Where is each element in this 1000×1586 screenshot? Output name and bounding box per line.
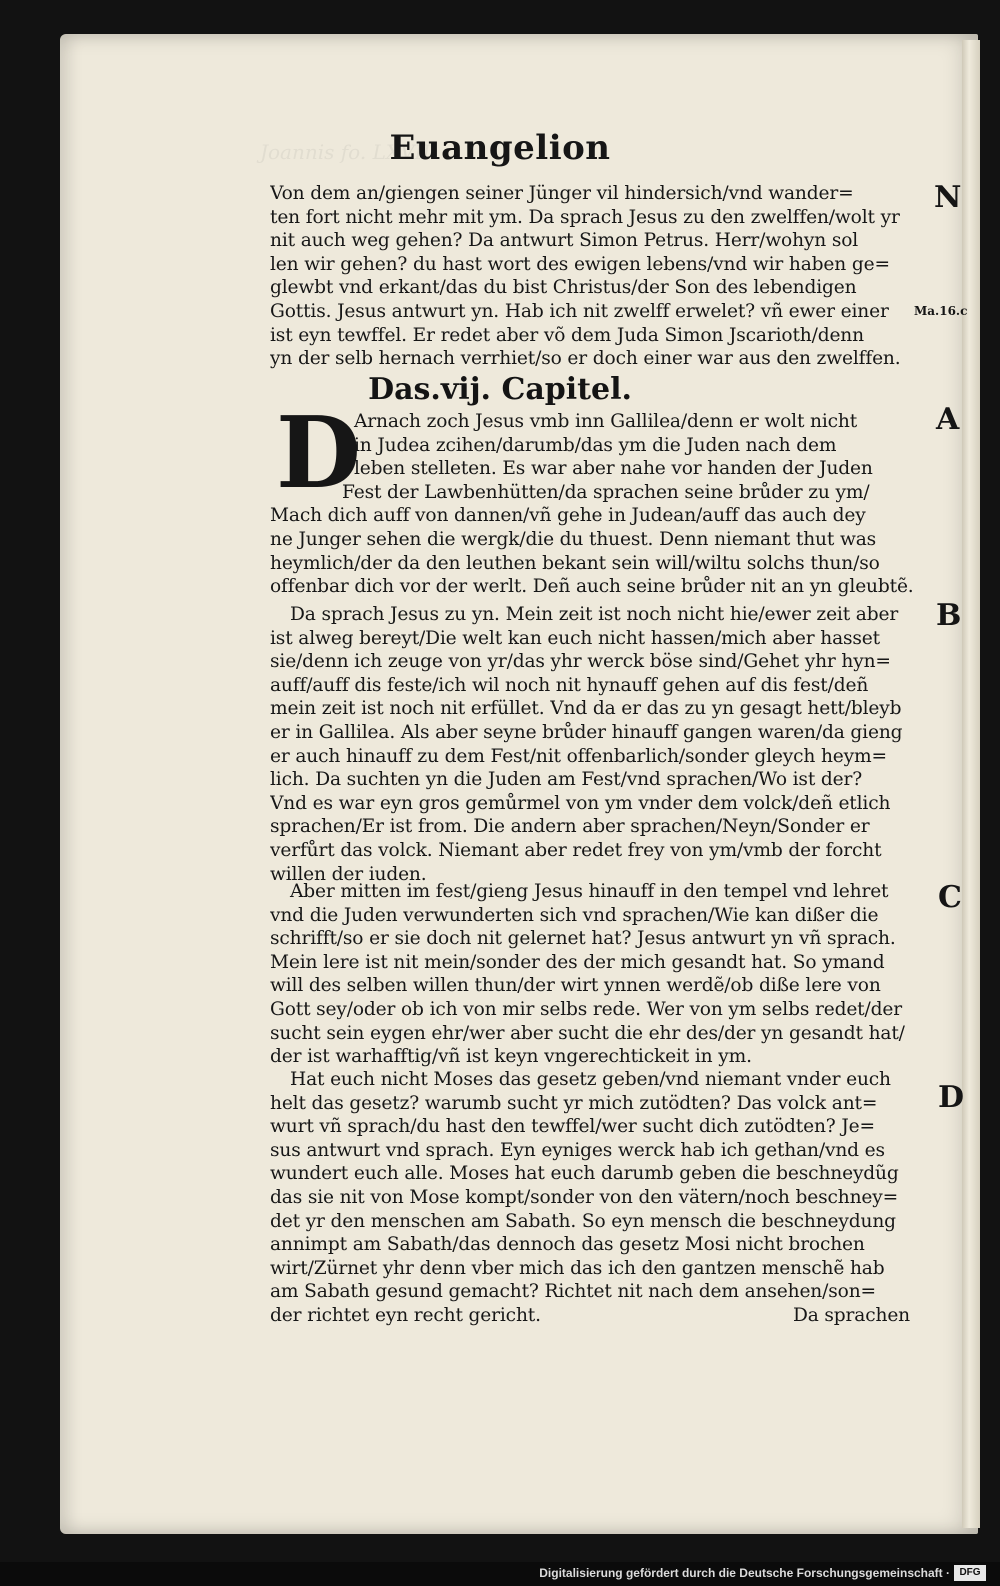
text-line: heymlich/der da den leuthen bekant sein will/wiltu solchs thun/so: [270, 552, 880, 574]
text-line: verfůrt das volck. Niemant aber redet frey von ym/vmb der forcht: [270, 839, 882, 861]
text-line: nit auch weg gehen? Da antwurt Simon Petrus. Herr/wohyn sol: [270, 230, 859, 252]
text-line: Arnach zoch Jesus vmb inn Gallilea/denn er wolt nicht: [354, 411, 858, 432]
text-line: willen der iuden.: [270, 863, 427, 885]
text-line: lich. Da suchten yn die Juden am Fest/vnd sprachen/Wo ist der?: [270, 769, 863, 791]
margin-marker-c: C: [938, 880, 962, 915]
text-line: wundert euch alle. Moses hat euch darumb geben die beschneydũg: [270, 1163, 899, 1185]
text-line: mein zeit ist noch nit erfüllet. Vnd da er das zu yn gesagt hett/bleyb: [270, 698, 902, 720]
text-line: Da sprach Jesus zu yn. Mein zeit ist noch nicht hie/ewer zeit aber: [290, 604, 899, 625]
text-line: len wir gehen? du hast wort des ewigen lebens/vnd wir haben ge=: [270, 253, 890, 275]
text-line: Von dem an/giengen seiner Jünger vil hindersich/vnd wander=: [270, 183, 854, 204]
chapter-heading: Das.vij. Capitel.: [368, 372, 632, 407]
text-block-3: [270, 603, 914, 886]
text-line: Gottis. Jesus antwurt yn. Hab ich nit zwelff erwelet? vñ ewer einer: [270, 300, 889, 322]
text-line: offenbar dich vor der werlt. Deñ auch seine brůder nit an yn gleubtẽ.: [270, 576, 914, 598]
text-line: auff/auff dis feste/ich wil noch nit hynauff gehen auf dis fest/deñ: [270, 674, 869, 696]
text-line: am Sabath gesund gemacht? Richtet nit nach dem ansehen/son=: [270, 1281, 876, 1303]
text-line: ist alweg bereyt/Die welt kan euch nicht hassen/mich aber hasset: [270, 627, 880, 649]
text-line: yn der selb hernach verrhiet/so er doch einer war aus den zwelffen.: [270, 348, 901, 370]
text-line: sus antwurt vnd sprach. Eyn eyniges werck hab ich gethan/vnd es: [270, 1139, 885, 1161]
margin-marker-b: B: [936, 598, 962, 633]
text-line: Aber mitten im fest/gieng Jesus hinauff in den tempel vnd lehret: [290, 881, 889, 902]
text-block-5: [270, 1068, 914, 1328]
text-line: Gott sey/oder ob ich von mir selbs rede. Wer von ym selbs redet/der: [270, 998, 902, 1020]
text-line: ten fort nicht mehr mit ym. Da sprach Jesus zu den zwelffen/wolt yr: [270, 206, 900, 228]
text-line: ist eyn tewffel. Er redet aber võ dem Juda Simon Jscarioth/denn: [270, 324, 864, 346]
text-line: Mach dich auff von dannen/vñ gehe in Judean/auff das auch dey: [270, 505, 866, 527]
margin-marker-n: N: [934, 180, 962, 215]
text-line: Hat euch nicht Moses das gesetz geben/vnd niemant vnder euch: [290, 1069, 891, 1090]
page-edge: [962, 40, 980, 1528]
text-block-1: [270, 182, 914, 371]
text-line: will des selben willen thun/der wirt ynnen werdẽ/ob diße lere von: [270, 975, 881, 997]
funding-credit: Digitalisierung gefördert durch die Deutsche Forschungsgemeinschaft ·: [539, 1566, 950, 1580]
text-line: leben stelleten. Es war aber nahe vor handen der Juden: [354, 458, 873, 480]
text-line: Vnd es war eyn gros gemůrmel von ym vnder dem volck/deñ etlich: [270, 792, 891, 814]
text-line: er auch hinauff zu dem Fest/nit offenbarlich/sonder gleych heym=: [270, 745, 887, 767]
text-line: helt das gesetz? warumb sucht yr mich zutödten? Das volck ant=: [270, 1092, 878, 1114]
drop-cap-initial: D: [276, 396, 361, 511]
text-line: det yr den menschen am Sabath. So eyn mensch die beschneydung: [270, 1210, 896, 1232]
text-line: ne Junger sehen die wergk/die du thuest. Denn niemant thut was: [270, 528, 877, 550]
text-line: er in Gallilea. Als aber seyne brůder hinauff gangen waren/da gieng: [270, 721, 903, 743]
text-line: schrifft/so er sie doch nit gelernet hat? Jesus antwurt yn vñ sprach.: [270, 928, 896, 950]
text-line: sucht sein eygen ehr/wer aber sucht die ehr des/der yn gesandt hat/: [270, 1022, 905, 1044]
text-line: wirt/Zürnet yhr denn vber mich das ich den gantzen menschẽ hab: [270, 1257, 885, 1279]
text-line: der ist warhafftig/vñ ist keyn vngerechtickeit in ym.: [270, 1046, 752, 1068]
catchword: Da sprachen: [792, 1305, 910, 1326]
text-line: glewbt vnd erkant/das du bist Christus/der Son des lebendigen: [270, 277, 857, 299]
text-line: das sie nit von Mose kompt/sonder von den vätern/noch beschney=: [270, 1186, 899, 1208]
text-line: vnd die Juden verwunderten sich vnd sprachen/Wie kan dißer die: [270, 904, 879, 926]
text-line: sie/denn ich zeuge von yr/das yhr werck böse sind/Gehet yhr hyn=: [270, 651, 891, 673]
text-block-2: [270, 396, 914, 599]
text-line: annimpt am Sabath/das dennoch das gesetz Mosi nicht brochen: [270, 1234, 865, 1256]
text-block-4: [270, 880, 914, 1069]
text-line: wurt vñ sprach/du hast den tewffel/wer sucht dich zutödten? Je=: [270, 1116, 875, 1138]
text-line: Mein lere ist nit mein/sonder des der mich gesandt hat. So ymand: [270, 951, 885, 973]
margin-note-mat: Ma.16.c: [914, 304, 968, 318]
text-line: Fest der Lawbenhütten/da sprachen seine brůder zu ym/: [342, 481, 870, 503]
text-line: sprachen/Er ist from. Die andern aber sprachen/Neyn/Sonder er: [270, 816, 870, 838]
margin-marker-a: A: [936, 402, 960, 437]
text-line: in Judea zcihen/darumb/das ym die Juden nach dem: [354, 434, 837, 456]
running-header: Euangelion: [389, 128, 611, 168]
margin-marker-d: D: [938, 1080, 965, 1115]
text-line: der richtet eyn recht gericht.: [270, 1304, 541, 1326]
bleed-through-text: Joannis fo. LXVII: [260, 140, 431, 164]
dfg-logo: DFG: [954, 1565, 986, 1581]
